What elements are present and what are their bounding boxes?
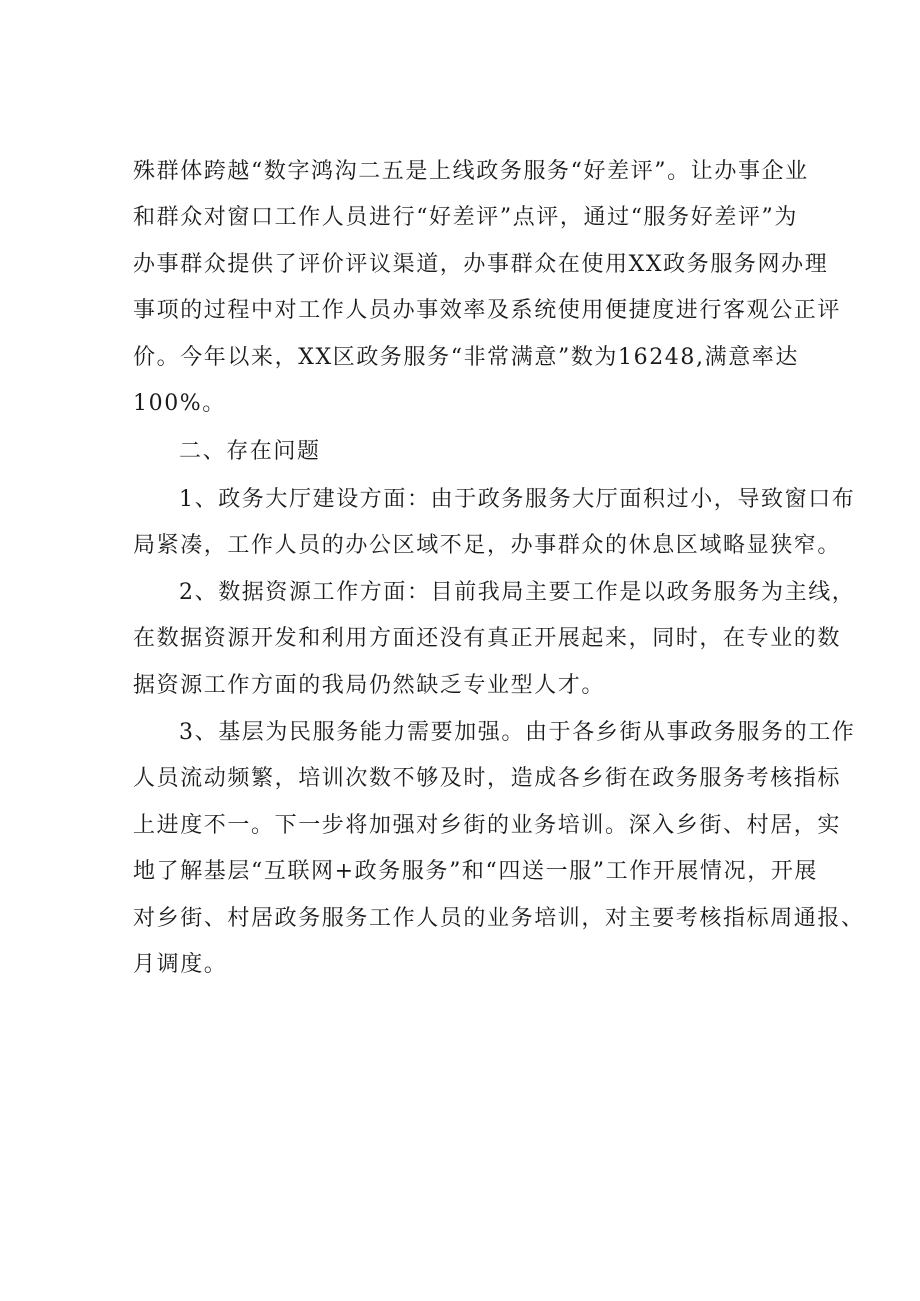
issue-2-line: 2、数据资源工作方面：目前我局主要工作是以政务服务为主线， xyxy=(179,580,856,605)
issue-3-line: 人员流动频繁，培训次数不够及时，造成各乡街在政务服务考核指标 xyxy=(133,766,842,791)
section-heading: 二、存在问题 xyxy=(179,439,321,464)
issue-3-line: 3、基层为民服务能力需要加强。由于各乡街从事政务服务的工作 xyxy=(179,720,856,745)
issue-1-line: 1、政务大厅建设方面：由于政务服务大厅面积过小，导致窗口布 xyxy=(179,487,856,512)
issue-3-line: 地了解基层“互联网+政务服务”和“四送一服”工作开展情况，开展 xyxy=(133,859,819,884)
paragraph-line: 殊群体跨越“数字鸿沟二五是上线政务服务“好差评”。让办事企业 xyxy=(133,159,809,184)
paragraph-line: 和群众对窗口工作人员进行“好差评”点评，通过“服务好差评”为 xyxy=(133,205,798,230)
issue-3-line: 上进度不一。下一步将加强对乡街的业务培训。深入乡街、村居，实 xyxy=(133,813,842,838)
paragraph-line: 价。今年以来，XX区政务服务“非常满意”数为16248,满意率达 xyxy=(133,345,799,370)
issue-1-line: 局紧凑，工作人员的办公区域不足，办事群众的休息区域略显狭窄。 xyxy=(133,533,842,558)
issue-3-line: 对乡街、村居政务服务工作人员的业务培训，对主要考核指标周通报、 xyxy=(133,906,865,931)
issue-2-line: 在数据资源开发和利用方面还没有真正开展起来，同时，在专业的数 xyxy=(133,626,842,651)
paragraph-line: 办事群众提供了评价评议渠道，办事群众在使用XX政务服务网办理 xyxy=(133,252,829,277)
paragraph-line: 事项的过程中对工作人员办事效率及系统使用便捷度进行客观公正评 xyxy=(133,298,842,323)
issue-3-line: 月调度。 xyxy=(133,952,228,977)
issue-2-line: 据资源工作方面的我局仍然缺乏专业型人才。 xyxy=(133,673,606,698)
paragraph-line: 100%。 xyxy=(133,391,226,416)
